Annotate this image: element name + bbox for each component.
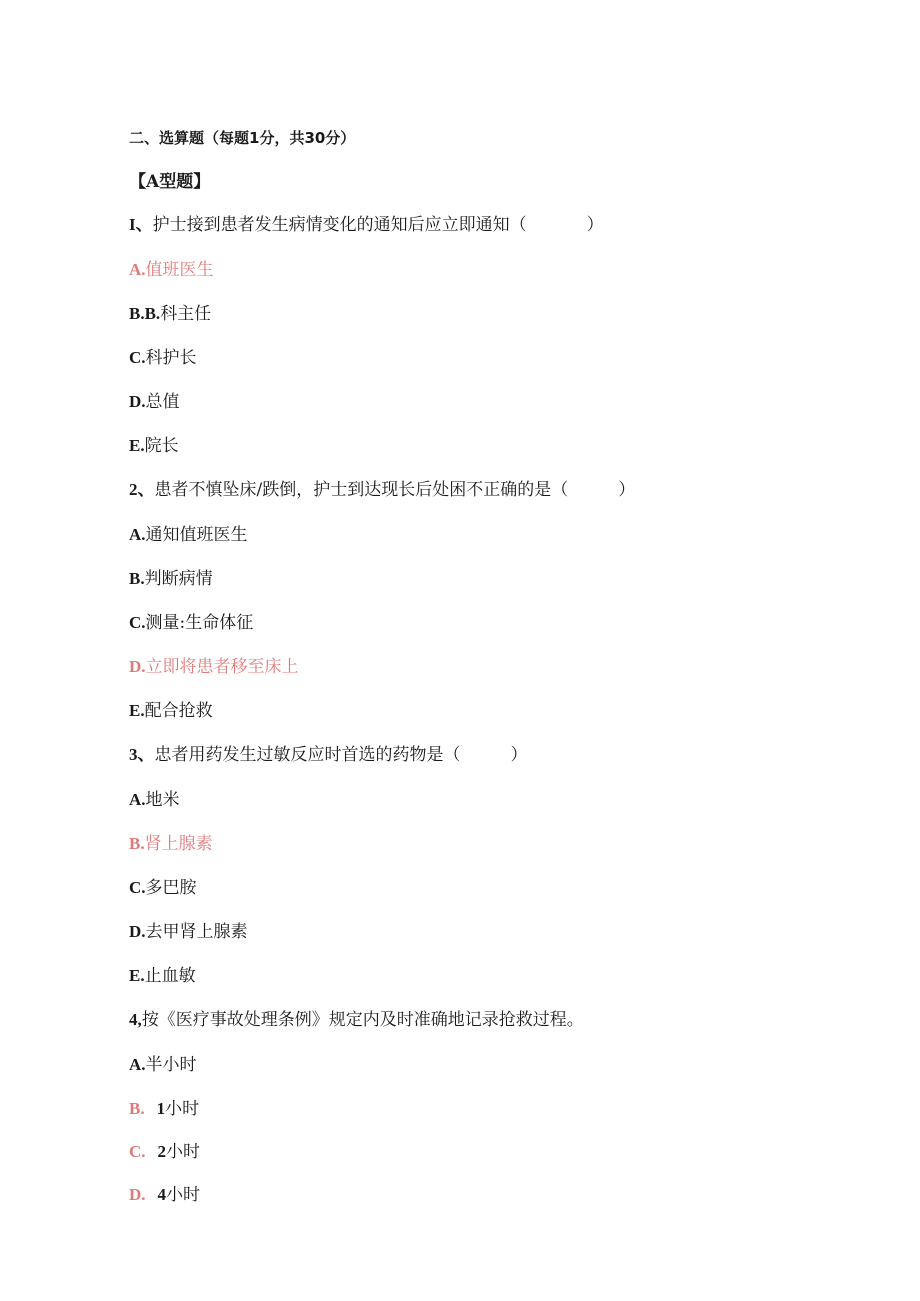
- option-letter: A.: [129, 525, 146, 544]
- option-number: 1: [156, 1099, 166, 1118]
- option-3a[interactable]: [129, 789, 180, 811]
- question-1: [129, 214, 604, 236]
- option-text: 多巴胺: [145, 878, 197, 898]
- question-number: 3、: [129, 745, 155, 764]
- question-text: 护士接到患者发生病情变化的通知后应立即通知（: [152, 215, 527, 235]
- question-text: 忠者用药发生过敏反应时首选的药物是（: [154, 745, 461, 765]
- section-title: 二、选算题（每题1分，共30分）: [129, 129, 356, 147]
- option-text: 院长: [144, 436, 179, 456]
- question-text: 按《医疗事故处理条例》规定内及时准确地记录抢救过程。: [141, 1010, 584, 1030]
- option-letter: E.: [129, 701, 145, 720]
- question-close: ）: [510, 745, 528, 765]
- question-close: ）: [586, 215, 604, 235]
- question-type-heading: 【A型题】: [129, 172, 211, 192]
- option-letter: C.: [129, 878, 146, 897]
- option-1a[interactable]: [129, 259, 214, 281]
- option-3d[interactable]: [129, 921, 248, 943]
- option-letter: A.: [129, 260, 146, 279]
- question-close: ）: [618, 480, 636, 500]
- option-number: 4: [157, 1185, 167, 1204]
- option-text: 科护长: [145, 348, 197, 368]
- option-text: 小时: [166, 1185, 201, 1205]
- option-text: 科主任: [160, 304, 212, 324]
- option-number: 2: [157, 1142, 167, 1161]
- option-letter: C.: [129, 613, 146, 632]
- option-4c[interactable]: [129, 1141, 200, 1163]
- option-letter: A.: [129, 1055, 146, 1074]
- option-1e[interactable]: [129, 435, 179, 457]
- option-letter: B.: [129, 834, 145, 853]
- option-2c[interactable]: [129, 612, 253, 634]
- option-2d[interactable]: [129, 656, 299, 678]
- option-letter: E.: [129, 966, 145, 985]
- option-letter: D.: [129, 392, 146, 411]
- option-letter: C.: [129, 1142, 146, 1161]
- question-4: [129, 1009, 584, 1031]
- option-text: 配合抢救: [144, 701, 213, 721]
- question-number: I、: [129, 215, 153, 234]
- option-text: 值班医生: [145, 260, 214, 280]
- option-letter: B.B.: [129, 304, 161, 323]
- question-number: 2、: [129, 480, 155, 499]
- option-2a[interactable]: [129, 524, 248, 546]
- option-text: 测量:生命体征: [145, 613, 254, 633]
- option-2e[interactable]: [129, 700, 213, 722]
- option-text: 半小时: [145, 1055, 197, 1075]
- option-letter: A.: [129, 790, 146, 809]
- option-letter: E.: [129, 436, 145, 455]
- option-letter: B.: [129, 1099, 145, 1118]
- option-3b[interactable]: [129, 833, 213, 855]
- option-letter: D.: [129, 1185, 146, 1204]
- question-2: [129, 479, 635, 501]
- option-text: 止血敏: [144, 966, 196, 986]
- question-text: 患者不慎坠床/跌倒，护士到达现长后处困不正确的是（: [154, 480, 569, 500]
- question-number: 4,: [129, 1010, 142, 1029]
- option-text: 肾上腺素: [144, 834, 213, 854]
- option-text: 判断病情: [144, 569, 213, 589]
- option-4b[interactable]: [129, 1098, 199, 1120]
- option-letter: B.: [129, 569, 145, 588]
- option-1d[interactable]: [129, 391, 180, 413]
- option-letter: D.: [129, 922, 146, 941]
- option-2b[interactable]: [129, 568, 213, 590]
- option-text: 立即将患者移至床上: [145, 657, 299, 677]
- option-4a[interactable]: [129, 1054, 197, 1076]
- option-text: 总值: [145, 392, 180, 412]
- option-3e[interactable]: [129, 965, 196, 987]
- option-text: 小时: [166, 1142, 201, 1162]
- option-text: 地米: [145, 790, 180, 810]
- question-3: [129, 744, 528, 766]
- option-3c[interactable]: [129, 877, 197, 899]
- option-1b[interactable]: [129, 303, 211, 325]
- option-1c[interactable]: [129, 347, 197, 369]
- option-text: 小时: [165, 1099, 200, 1119]
- option-text: 通知值班医生: [145, 525, 248, 545]
- option-4d[interactable]: [129, 1184, 200, 1206]
- option-text: 去甲肾上腺素: [145, 922, 248, 942]
- option-letter: D.: [129, 657, 146, 676]
- option-letter: C.: [129, 348, 146, 367]
